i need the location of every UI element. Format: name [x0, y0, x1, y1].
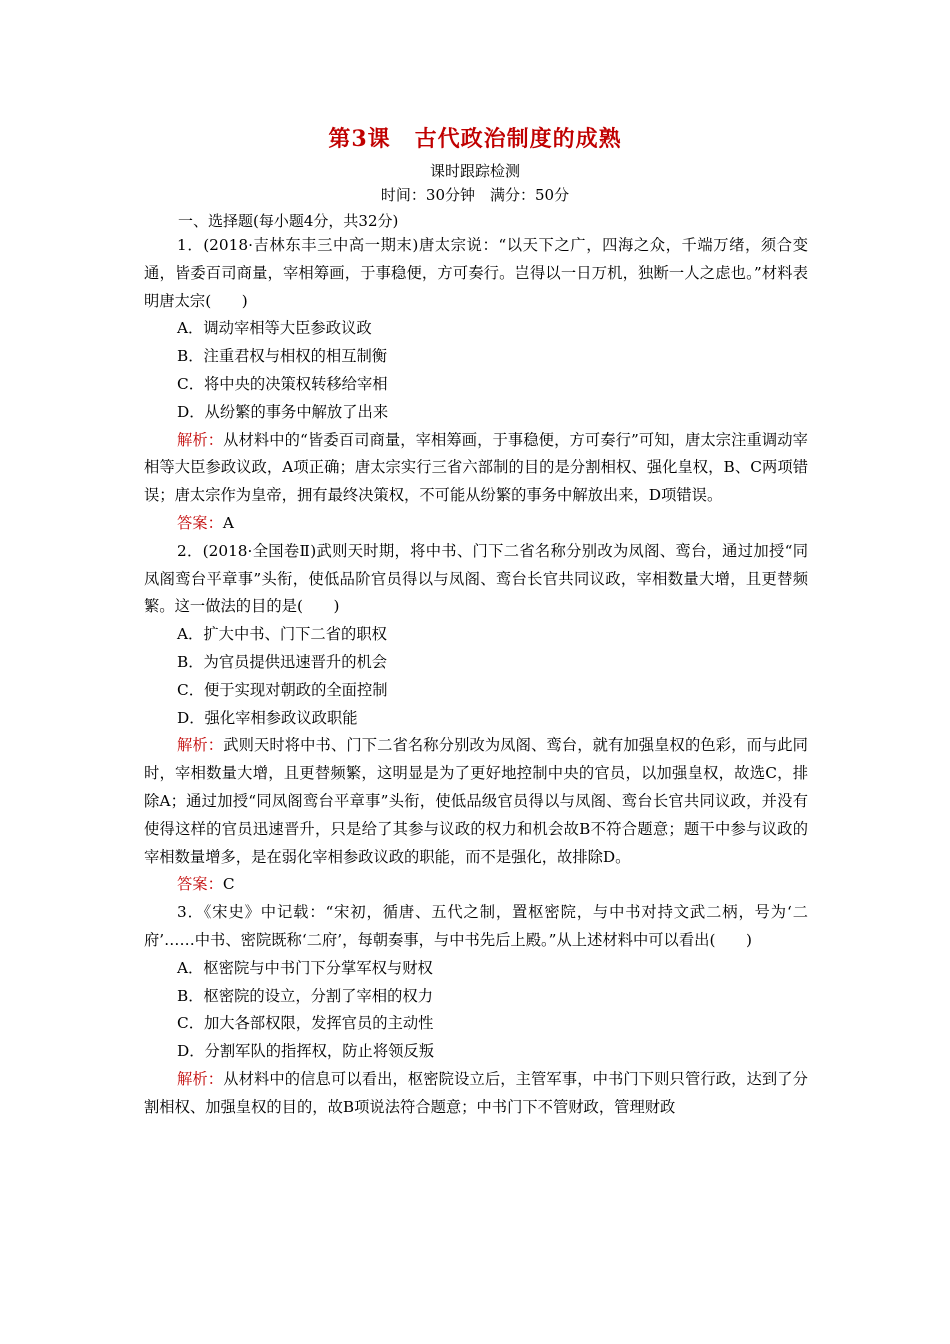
analysis	[144, 732, 808, 871]
analysis	[144, 427, 808, 510]
question-stem: 1．(2018·吉林东丰三中高一期末)唐太宗说：“以天下之广，四海之众，千端万绪，须合变通，皆委百司商量，宰相筹画，于事稳便，方可奏行。岂得以一日万机，独断一人之虑也。”材料表明唐太宗( )	[144, 236, 808, 310]
answer	[144, 510, 808, 538]
option-b: B．枢密院的设立，分割了宰相的权力	[177, 986, 433, 1005]
analysis	[144, 1066, 808, 1122]
lesson-number: 第3课	[328, 126, 391, 152]
analysis-label: 解析：	[177, 430, 224, 449]
question-list	[144, 232, 808, 1122]
question-stem: 3．《宋史》中记载：“宋初，循唐、五代之制，置枢密院，与中书对持文武二柄，号为‘二府’……中书、密院既称‘二府’，每朝奏事，与中书先后上殿。”从上述材料中可以看出( )	[144, 903, 808, 949]
answer-label: 答案：	[177, 513, 223, 532]
analysis-label: 解析：	[177, 1069, 224, 1088]
option-d: D．分割军队的指挥权，防止将领反叛	[177, 1042, 435, 1061]
answer-value: C	[222, 875, 235, 894]
option-a: A．枢密院与中书门下分掌军权与财权	[177, 958, 433, 977]
option-c: C．便于实现对朝政的全面控制	[177, 680, 388, 699]
option-b: B．为官员提供迅速晋升的机会	[177, 652, 388, 671]
question-stem: 2．(2018·全国卷Ⅱ)武则天时期，将中书、门下二省名称分别改为凤阁、鸾台，通过加授“同凤阁鸾台平章事”头衔，使低品阶官员得以与凤阁、鸾台长官共同议政，宰相数量大增，且更替频繁。这一做法的目的是( )	[144, 541, 808, 616]
section-heading: 一、选择题(每小题4分，共32分)	[178, 212, 399, 230]
option-d: D．强化宰相参政议政职能	[177, 708, 358, 727]
answer-label: 答案：	[177, 875, 223, 894]
option-c: C．加大各部权限，发挥官员的主动性	[177, 1014, 434, 1033]
question-1	[144, 232, 808, 538]
option-b: B．注重君权与相权的相互制衡	[177, 347, 388, 366]
lesson-title: 古代政治制度的成熟	[414, 126, 622, 152]
analysis-text: 武则天时将中书、门下二省名称分别改为凤阁、鸾台，就有加强皇权的色彩，而与此同时，宰相数量大增，且更替频繁，这明显是为了更好地控制中央的官员，以加强皇权，故选C，排除A；通过加授“同凤阁鸾台平章事”头衔，使低品级官员得以与凤阁、鸾台长官共同议政，并没有使得这样的官员迅速晋升，只是给了其参与议政的权力和机会故B不符合题意；题干中参与议政的宰相数量增多，是在弱化宰相参政议政的职能，而不是强化，故排除D。	[144, 736, 808, 866]
question-2	[144, 538, 808, 899]
question-3	[144, 899, 808, 1121]
option-d: D．从纷繁的事务中解放了出来	[177, 402, 389, 421]
time-info: 时间：30分钟 满分：50分	[380, 186, 570, 204]
option-c: C．将中央的决策权转移给宰相	[177, 374, 388, 393]
option-a: A．调动宰相等大臣参政议政	[177, 319, 372, 338]
page-title	[0, 122, 950, 153]
subtitle: 课时跟踪检测	[429, 162, 520, 180]
analysis-label: 解析：	[177, 736, 224, 755]
analysis-text: 从材料中的信息可以看出，枢密院设立后，主管军事，中书门下则只管行政，达到了分割相权、加强皇权的目的，故B项说法符合题意；中书门下不管财政，管理财政	[144, 1069, 808, 1116]
answer-value: A	[222, 513, 234, 532]
answer	[144, 871, 808, 899]
analysis-text: 从材料中的“皆委百司商量，宰相筹画，于事稳便，方可奏行”可知，唐太宗注重调动宰相等大臣参政议政，A项正确；唐太宗实行三省六部制的目的是分割相权、强化皇权，B、C两项错误；唐太宗作为皇帝，拥有最终决策权，不可能从纷繁的事务中解放出来，D项错误。	[144, 430, 808, 505]
option-a: A．扩大中书、门下二省的职权	[177, 625, 387, 644]
